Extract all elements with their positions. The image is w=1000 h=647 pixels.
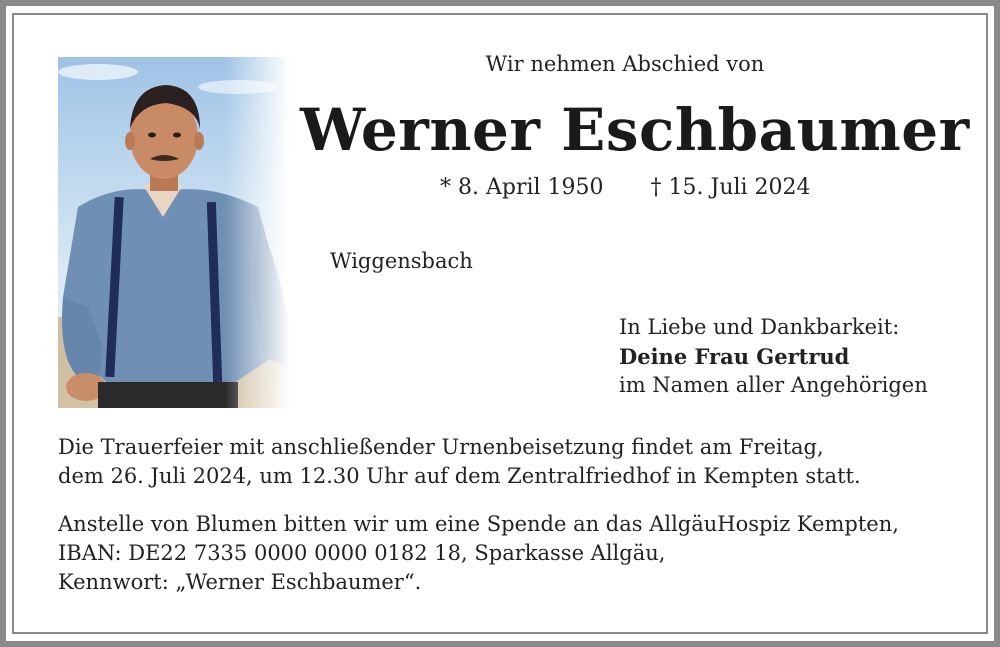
portrait-photo [58,57,290,408]
mourners-line-1: In Liebe und Dankbarkeit: [619,315,900,339]
deceased-name: Werner Eschbaumer [300,96,970,164]
hometown: Wiggensbach [330,249,473,273]
donation-paragraph [58,510,958,597]
life-dates [440,175,811,200]
ceremony-line-2: dem 26. Juli 2024, um 12.30 Uhr auf dem Zentralfriedhof in Kempten statt. [58,464,861,488]
ceremony-line-1: Die Trauerfeier mit anschließender Urnenbeisetzung findet am Freitag, [58,435,824,459]
mourners-line-2: Deine Frau Gertrud [619,344,850,369]
birth-date: * 8. April 1950 [440,175,604,200]
donation-line-1: Anstelle von Blumen bitten wir um eine Spende an das AllgäuHospiz Kempten, [58,512,899,536]
donation-line-3: Kennwort: „Werner Eschbaumer“. [58,570,422,594]
mourners-block [619,313,928,400]
ceremony-paragraph [58,433,958,491]
donation-line-2: IBAN: DE22 7335 0000 0000 0182 18, Sparkasse Allgäu, [58,541,666,565]
death-date: † 15. Juli 2024 [650,175,811,200]
mourners-line-3: im Namen aller Angehörigen [619,373,928,397]
intro-text: Wir nehmen Abschied von [485,52,765,76]
